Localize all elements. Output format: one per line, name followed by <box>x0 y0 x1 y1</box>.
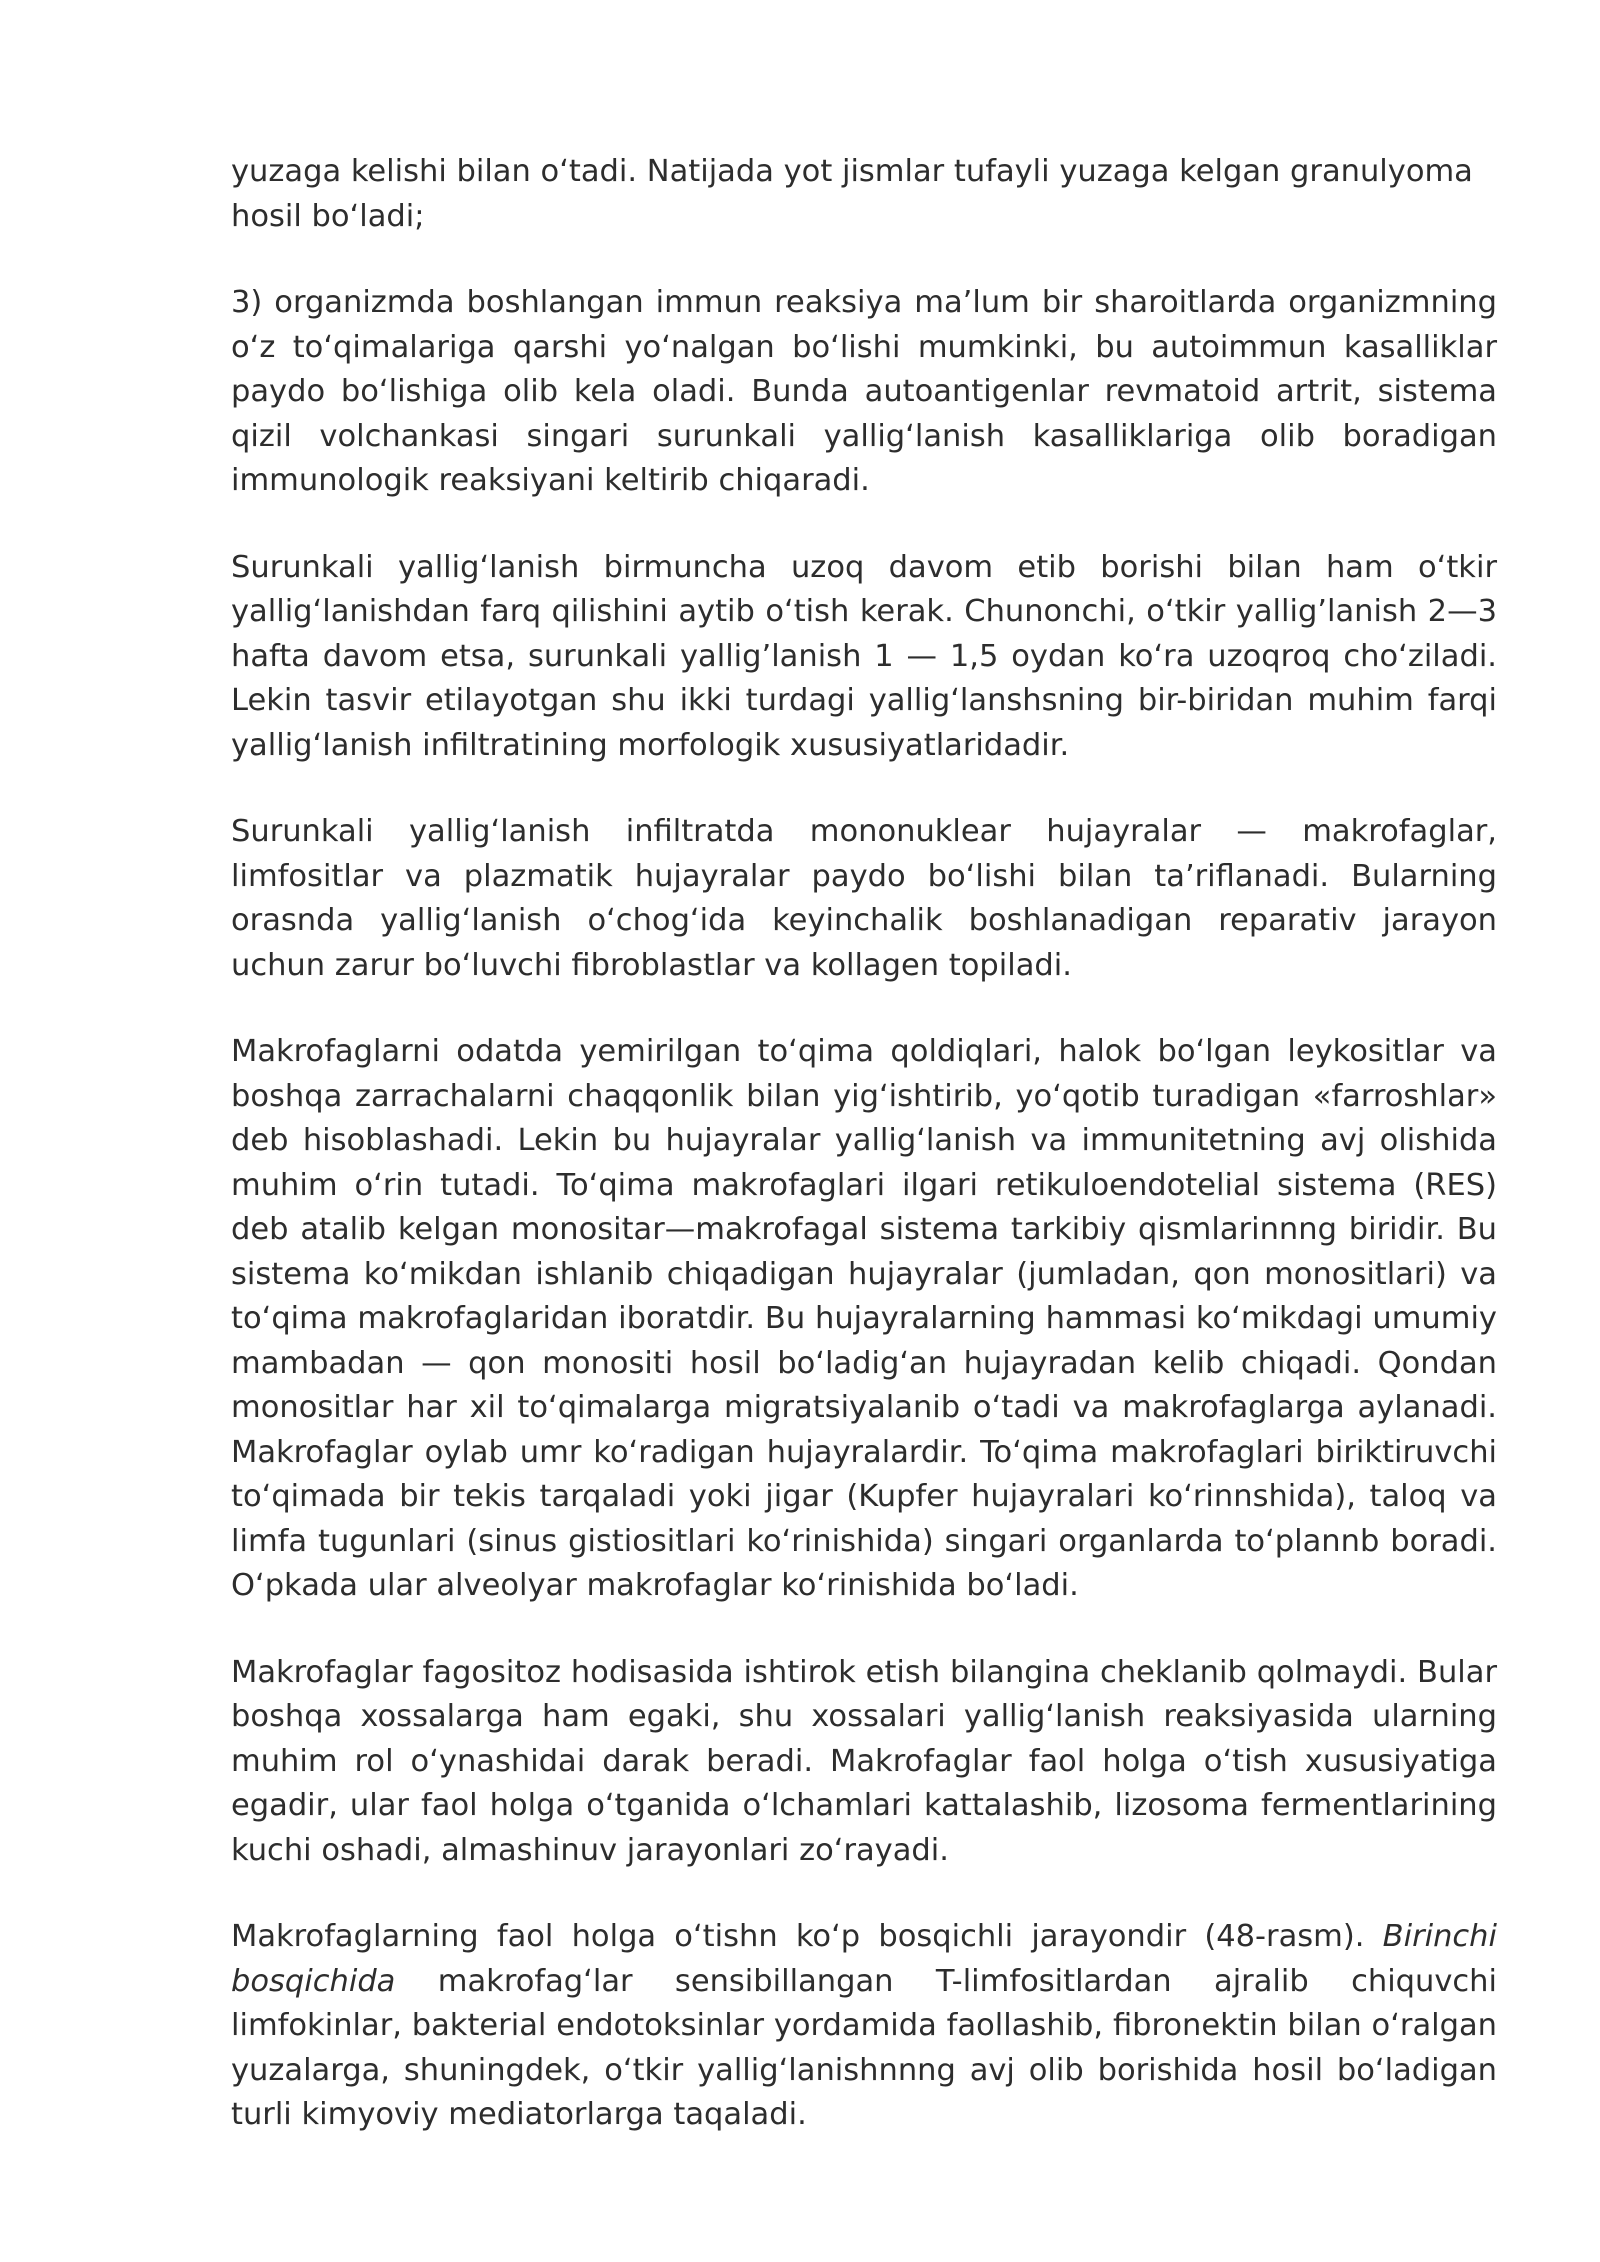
paragraph-7-emphasis: Birinchi bosqichida <box>231 1919 1497 1999</box>
paragraph-5: Makrofaglarni odatda yemirilgan toʻqima qoldiqlari, halok boʻlgan leykositlar va boshqa zarrachalarni chaqqonlik bilan yigʻishtirib, yoʻqotib turadigan «farroshlar» deb hisoblashadi. Lekin bu hujayralar yalligʻlanish va immunitetning avj olishida muhim oʻrin tutadi. Toʻqima makrofaglari ilgari retikuloendotelial sistema (RES) deb atalib kelgan monositar—makrofagal sistema tarkibiy qismlarinnng biridir. Bu sistema koʻmikdan ishlanib chiqadigan hujayralar (jumladan, qon monositlari) va toʻqima makrofaglaridan iboratdir. Bu hujayralarning hammasi koʻmikdagi umumiy mambadan — qon monositi hosil boʻladigʻan hujayradan kelib chiqadi. Qondan monositlar har xil toʻqimalarga migratsiyalanib oʻtadi va makrofaglarga aylanadi. Makrofaglar oylab umr koʻradigan hujayralardir. Toʻqima makrofaglari biriktiruvchi toʻqimada bir tekis tarqaladi yoki jigar (Kupfer hujayralari koʻrinnshida), taloq va limfa tugunlari (sinus gistiositlari koʻrinishida) singari organlarda toʻplannb boradi. Oʻpkada ular alveolyar makrofaglar koʻrinishida boʻladi. <box>231 1034 1497 1603</box>
paragraph-7-text-after: makrofagʻlar sensibillangan T-limfositlardan ajralib chiquvchi limfokinlar, bakterial endotoksinlar yordamida faollashib, fibronektin bilan oʻralgan yuzalarga, shuningdek, oʻtkir yalligʻlanishnnng avj olib borishida hosil boʻladigan turli kimyoviy mediatorlarga taqaladi. <box>231 1963 1497 2132</box>
paragraph-6: Makrofaglar fagositoz hodisasida ishtirok etish bilangina cheklanib qolmaydi. Bular boshqa xossalarga ham egaki, shu xossalari yalligʻlanish reaksiyasida ularning muhim rol oʻynashidai darak beradi. Makrofaglar faol holga oʻtish xususiyatiga egadir, ular faol holga oʻtganida oʻlchamlari kattalashib, lizosoma fermentlarining kuchi oshadi, almashinuv jarayonlari zoʻrayadi. <box>231 1654 1497 1868</box>
document-body <box>231 150 1497 2138</box>
paragraph-3: Surunkali yalligʻlanish birmuncha uzoq davom etib borishi bilan ham oʻtkir yalligʻlanishdan farq qilishini aytib oʻtish kerak. Chunonchi, oʻtkir yallig’lanish 2—3 hafta davom etsa, surunkali yallig’lanish 1 — 1,5 oydan koʻra uzoqroq choʻziladi. Lekin tasvir etilayotgan shu ikki turdagi yalligʻlanshsning bir-biridan muhim farqi yalligʻlanish infiltratining morfologik xususiyatlaridadir. <box>231 549 1497 763</box>
paragraph-1: yuzaga kelishi bilan oʻtadi. Natijada yot jismlar tufayli yuzaga kelgan granulyoma hosil boʻladi; <box>231 154 1473 234</box>
paragraph-7 <box>231 1915 1497 2138</box>
paragraph-2: 3) organizmda boshlangan immun reaksiya ma’lum bir sharoitlarda organizmning oʻz toʻqimalariga qarshi yoʻnalgan boʻlishi mumkinki, bu autoimmun kasalliklar paydo boʻlishiga olib kela oladi. Bunda autoantigenlar revmatoid artrit, sistema qizil volchankasi singari surunkali yalligʻlanish kasalliklariga olib boradigan immunologik reaksiyani keltirib chiqaradi. <box>231 285 1497 498</box>
paragraph-7-text-before: Makrofaglarning faol holga oʻtishn koʻp bosqichli jarayondir (48-rasm). <box>231 1919 1383 1954</box>
paragraph-4: Surunkali yalligʻlanish infiltratda mononuklear hujayralar — makrofaglar, limfositlar va plazmatik hujayralar paydo boʻlishi bilan ta’riflanadi. Bularning orasnda yalligʻlanish oʻchogʻida keyinchalik boshlanadigan reparativ jarayon uchun zarur boʻluvchi fibroblastlar va kollagen topiladi. <box>231 814 1497 983</box>
